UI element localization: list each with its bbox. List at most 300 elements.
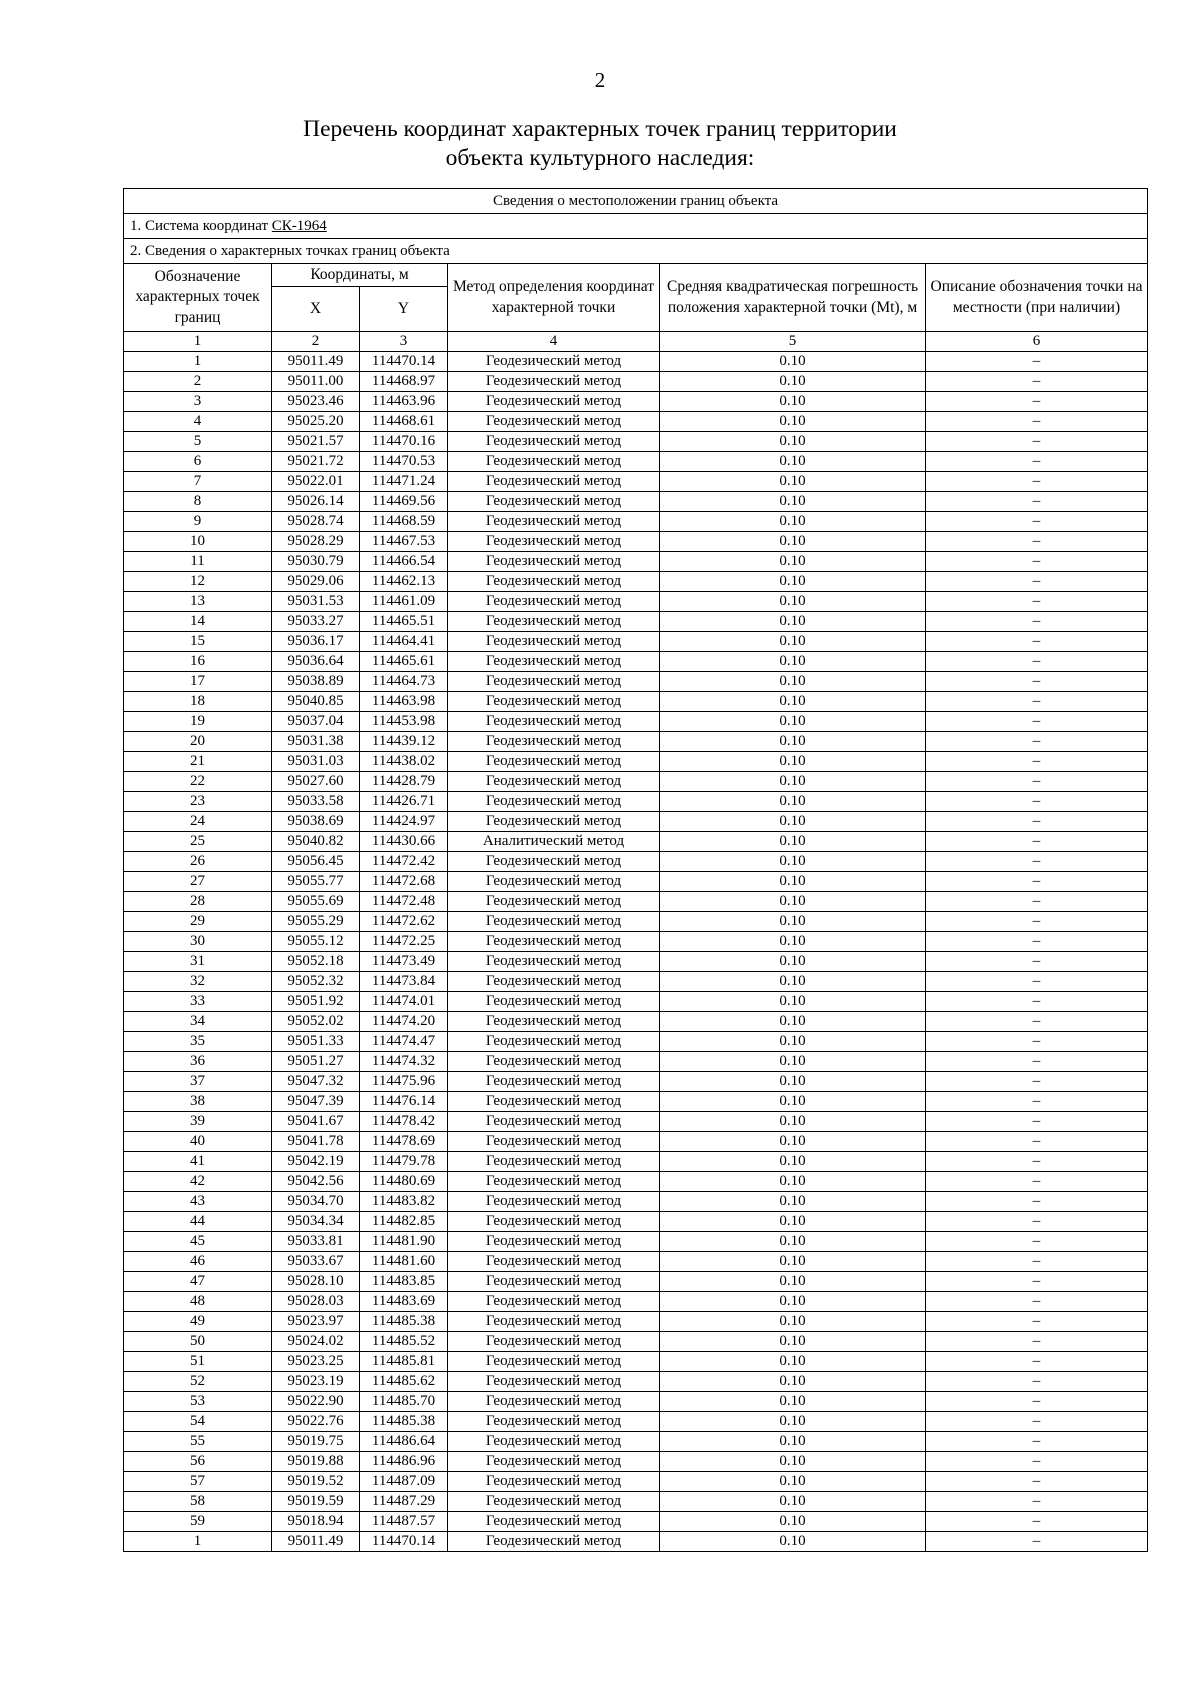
x-cell: 95055.12	[272, 932, 360, 952]
error-cell: 0.10	[660, 632, 926, 652]
method-cell: Геодезический метод	[448, 712, 660, 732]
y-cell: 114483.82	[360, 1192, 448, 1212]
table-row	[124, 1272, 1148, 1292]
error-cell: 0.10	[660, 832, 926, 852]
header-description: Описание обозначения точки на местности (при наличии)	[926, 264, 1148, 332]
method-cell: Геодезический метод	[448, 1372, 660, 1392]
error-cell: 0.10	[660, 792, 926, 812]
error-cell: 0.10	[660, 432, 926, 452]
point-id-cell: 16	[124, 652, 272, 672]
error-cell: 0.10	[660, 372, 926, 392]
y-cell: 114468.59	[360, 512, 448, 532]
x-cell: 95011.49	[272, 1532, 360, 1552]
error-cell: 0.10	[660, 1512, 926, 1532]
error-cell: 0.10	[660, 1352, 926, 1372]
y-cell: 114485.81	[360, 1352, 448, 1372]
description-cell: –	[926, 712, 1148, 732]
method-cell: Геодезический метод	[448, 1252, 660, 1272]
point-id-cell: 42	[124, 1172, 272, 1192]
x-cell: 95022.90	[272, 1392, 360, 1412]
y-cell: 114485.70	[360, 1392, 448, 1412]
method-cell: Геодезический метод	[448, 1272, 660, 1292]
error-cell: 0.10	[660, 952, 926, 972]
method-cell: Геодезический метод	[448, 652, 660, 672]
y-cell: 114438.02	[360, 752, 448, 772]
description-cell: –	[926, 1012, 1148, 1032]
table-row	[124, 992, 1148, 1012]
point-id-cell: 53	[124, 1392, 272, 1412]
description-cell: –	[926, 532, 1148, 552]
x-cell: 95042.56	[272, 1172, 360, 1192]
description-cell: –	[926, 1232, 1148, 1252]
method-cell: Геодезический метод	[448, 792, 660, 812]
table-row	[124, 352, 1148, 372]
description-cell: –	[926, 372, 1148, 392]
x-cell: 95040.85	[272, 692, 360, 712]
y-cell: 114471.24	[360, 472, 448, 492]
method-cell: Геодезический метод	[448, 1232, 660, 1252]
y-cell: 114486.96	[360, 1452, 448, 1472]
y-cell: 114485.52	[360, 1332, 448, 1352]
x-cell: 95025.20	[272, 412, 360, 432]
method-cell: Геодезический метод	[448, 592, 660, 612]
x-cell: 95026.14	[272, 492, 360, 512]
point-id-cell: 45	[124, 1232, 272, 1252]
point-id-cell: 4	[124, 412, 272, 432]
y-cell: 114474.47	[360, 1032, 448, 1052]
description-cell: –	[926, 412, 1148, 432]
point-id-cell: 17	[124, 672, 272, 692]
description-cell: –	[926, 672, 1148, 692]
table-row	[124, 1072, 1148, 1092]
point-id-cell: 37	[124, 1072, 272, 1092]
method-cell: Геодезический метод	[448, 1492, 660, 1512]
point-id-cell: 22	[124, 772, 272, 792]
error-cell: 0.10	[660, 1112, 926, 1132]
description-cell: –	[926, 1192, 1148, 1212]
error-cell: 0.10	[660, 1092, 926, 1112]
header-x: X	[272, 287, 360, 332]
y-cell: 114426.71	[360, 792, 448, 812]
description-cell: –	[926, 1072, 1148, 1092]
description-cell: –	[926, 1252, 1148, 1272]
method-cell: Геодезический метод	[448, 692, 660, 712]
point-id-cell: 9	[124, 512, 272, 532]
description-cell: –	[926, 1392, 1148, 1412]
table-row	[124, 812, 1148, 832]
method-cell: Геодезический метод	[448, 392, 660, 412]
method-cell: Геодезический метод	[448, 932, 660, 952]
point-id-cell: 46	[124, 1252, 272, 1272]
x-cell: 95023.19	[272, 1372, 360, 1392]
table-row	[124, 1032, 1148, 1052]
method-cell: Геодезический метод	[448, 732, 660, 752]
table-row	[124, 432, 1148, 452]
y-cell: 114483.69	[360, 1292, 448, 1312]
x-cell: 95022.01	[272, 472, 360, 492]
method-cell: Геодезический метод	[448, 1192, 660, 1212]
table-row	[124, 1472, 1148, 1492]
description-cell: –	[926, 972, 1148, 992]
point-id-cell: 58	[124, 1492, 272, 1512]
method-cell: Геодезический метод	[448, 1332, 660, 1352]
x-cell: 95038.69	[272, 812, 360, 832]
column-number: 6	[926, 332, 1148, 352]
table-row	[124, 372, 1148, 392]
description-cell: –	[926, 1352, 1148, 1372]
point-id-cell: 57	[124, 1472, 272, 1492]
point-id-cell: 34	[124, 1012, 272, 1032]
description-cell: –	[926, 552, 1148, 572]
error-cell: 0.10	[660, 1432, 926, 1452]
method-cell: Геодезический метод	[448, 912, 660, 932]
method-cell: Геодезический метод	[448, 1512, 660, 1532]
description-cell: –	[926, 1372, 1148, 1392]
method-cell: Геодезический метод	[448, 632, 660, 652]
error-cell: 0.10	[660, 1252, 926, 1272]
description-cell: –	[926, 1492, 1148, 1512]
point-id-cell: 47	[124, 1272, 272, 1292]
table-row	[124, 1012, 1148, 1032]
description-cell: –	[926, 732, 1148, 752]
y-cell: 114474.01	[360, 992, 448, 1012]
table-row	[124, 1132, 1148, 1152]
method-cell: Геодезический метод	[448, 672, 660, 692]
x-cell: 95023.46	[272, 392, 360, 412]
point-id-cell: 49	[124, 1312, 272, 1332]
table-row	[124, 872, 1148, 892]
method-cell: Геодезический метод	[448, 1092, 660, 1112]
description-cell: –	[926, 612, 1148, 632]
table-row	[124, 692, 1148, 712]
point-id-cell: 52	[124, 1372, 272, 1392]
description-cell: –	[926, 652, 1148, 672]
description-cell: –	[926, 492, 1148, 512]
point-id-cell: 33	[124, 992, 272, 1012]
y-cell: 114463.96	[360, 392, 448, 412]
table-row	[124, 592, 1148, 612]
method-cell: Геодезический метод	[448, 1172, 660, 1192]
y-cell: 114473.84	[360, 972, 448, 992]
description-cell: –	[926, 592, 1148, 612]
point-id-cell: 29	[124, 912, 272, 932]
point-id-cell: 50	[124, 1332, 272, 1352]
description-cell: –	[926, 1052, 1148, 1072]
y-cell: 114473.49	[360, 952, 448, 972]
table-row	[124, 1212, 1148, 1232]
error-cell: 0.10	[660, 1372, 926, 1392]
x-cell: 95011.00	[272, 372, 360, 392]
x-cell: 95028.03	[272, 1292, 360, 1312]
table-row	[124, 572, 1148, 592]
method-cell: Геодезический метод	[448, 1012, 660, 1032]
y-cell: 114485.62	[360, 1372, 448, 1392]
y-cell: 114428.79	[360, 772, 448, 792]
column-number: 4	[448, 332, 660, 352]
method-cell: Геодезический метод	[448, 1412, 660, 1432]
table-row	[124, 732, 1148, 752]
table-row	[124, 632, 1148, 652]
x-cell: 95028.10	[272, 1272, 360, 1292]
x-cell: 95033.27	[272, 612, 360, 632]
error-cell: 0.10	[660, 912, 926, 932]
point-id-cell: 5	[124, 432, 272, 452]
table-row	[124, 1232, 1148, 1252]
error-cell: 0.10	[660, 992, 926, 1012]
error-cell: 0.10	[660, 772, 926, 792]
x-cell: 95028.29	[272, 532, 360, 552]
table-row	[124, 1412, 1148, 1432]
y-cell: 114485.38	[360, 1312, 448, 1332]
table-row	[124, 1532, 1148, 1552]
error-cell: 0.10	[660, 592, 926, 612]
error-cell: 0.10	[660, 752, 926, 772]
point-id-cell: 59	[124, 1512, 272, 1532]
table-row	[124, 932, 1148, 952]
table-row	[124, 832, 1148, 852]
error-cell: 0.10	[660, 852, 926, 872]
table-row	[124, 1192, 1148, 1212]
table-row	[124, 1152, 1148, 1172]
method-cell: Геодезический метод	[448, 352, 660, 372]
table-row	[124, 852, 1148, 872]
method-cell: Геодезический метод	[448, 612, 660, 632]
y-cell: 114478.42	[360, 1112, 448, 1132]
column-number: 3	[360, 332, 448, 352]
description-cell: –	[926, 1032, 1148, 1052]
boundary-points-table-container	[123, 188, 1147, 1552]
table-row	[124, 1312, 1148, 1332]
table-row	[124, 1452, 1148, 1472]
error-cell: 0.10	[660, 512, 926, 532]
point-id-cell: 15	[124, 632, 272, 652]
y-cell: 114480.69	[360, 1172, 448, 1192]
point-id-cell: 6	[124, 452, 272, 472]
error-cell: 0.10	[660, 712, 926, 732]
x-cell: 95047.39	[272, 1092, 360, 1112]
point-id-cell: 18	[124, 692, 272, 712]
method-cell: Геодезический метод	[448, 1292, 660, 1312]
coordinate-system-value: СК-1964	[271, 217, 327, 234]
description-cell: –	[926, 1172, 1148, 1192]
description-cell: –	[926, 932, 1148, 952]
y-cell: 114469.56	[360, 492, 448, 512]
method-cell: Геодезический метод	[448, 512, 660, 532]
x-cell: 95052.18	[272, 952, 360, 972]
x-cell: 95040.82	[272, 832, 360, 852]
x-cell: 95019.75	[272, 1432, 360, 1452]
y-cell: 114470.53	[360, 452, 448, 472]
point-id-cell: 1	[124, 1532, 272, 1552]
error-cell: 0.10	[660, 1292, 926, 1312]
method-cell: Геодезический метод	[448, 552, 660, 572]
y-cell: 114439.12	[360, 732, 448, 752]
table-row	[124, 912, 1148, 932]
x-cell: 95023.25	[272, 1352, 360, 1372]
error-cell: 0.10	[660, 692, 926, 712]
table-row	[124, 392, 1148, 412]
point-id-cell: 23	[124, 792, 272, 812]
point-id-cell: 13	[124, 592, 272, 612]
y-cell: 114461.09	[360, 592, 448, 612]
point-id-cell: 1	[124, 352, 272, 372]
error-cell: 0.10	[660, 392, 926, 412]
error-cell: 0.10	[660, 532, 926, 552]
header-designation: Обозначение характерных точек границ	[124, 264, 272, 332]
error-cell: 0.10	[660, 1052, 926, 1072]
x-cell: 95055.69	[272, 892, 360, 912]
method-cell: Геодезический метод	[448, 1472, 660, 1492]
y-cell: 114472.42	[360, 852, 448, 872]
table-row	[124, 512, 1148, 532]
description-cell: –	[926, 992, 1148, 1012]
description-cell: –	[926, 952, 1148, 972]
description-cell: –	[926, 1212, 1148, 1232]
x-cell: 95051.33	[272, 1032, 360, 1052]
method-cell: Геодезический метод	[448, 452, 660, 472]
column-number: 2	[272, 332, 360, 352]
x-cell: 95031.38	[272, 732, 360, 752]
x-cell: 95031.53	[272, 592, 360, 612]
y-cell: 114470.14	[360, 352, 448, 372]
error-cell: 0.10	[660, 1072, 926, 1092]
table-row	[124, 1372, 1148, 1392]
y-cell: 114485.38	[360, 1412, 448, 1432]
description-cell: –	[926, 852, 1148, 872]
description-cell: –	[926, 1132, 1148, 1152]
points-section-label: 2. Сведения о характерных точках границ объекта	[124, 239, 1148, 264]
description-cell: –	[926, 1472, 1148, 1492]
table-row	[124, 1092, 1148, 1112]
description-cell: –	[926, 872, 1148, 892]
method-cell: Геодезический метод	[448, 1352, 660, 1372]
x-cell: 95034.34	[272, 1212, 360, 1232]
x-cell: 95028.74	[272, 512, 360, 532]
y-cell: 114468.97	[360, 372, 448, 392]
description-cell: –	[926, 1152, 1148, 1172]
method-cell: Геодезический метод	[448, 992, 660, 1012]
method-cell: Геодезический метод	[448, 1032, 660, 1052]
x-cell: 95036.17	[272, 632, 360, 652]
table-row	[124, 1172, 1148, 1192]
x-cell: 95030.79	[272, 552, 360, 572]
method-cell: Геодезический метод	[448, 852, 660, 872]
error-cell: 0.10	[660, 932, 926, 952]
error-cell: 0.10	[660, 1532, 926, 1552]
description-cell: –	[926, 432, 1148, 452]
point-id-cell: 25	[124, 832, 272, 852]
error-cell: 0.10	[660, 1172, 926, 1192]
table-row	[124, 612, 1148, 632]
x-cell: 95036.64	[272, 652, 360, 672]
point-id-cell: 8	[124, 492, 272, 512]
description-cell: –	[926, 1312, 1148, 1332]
x-cell: 95024.02	[272, 1332, 360, 1352]
table-row	[124, 452, 1148, 472]
table-body	[124, 352, 1148, 1552]
header-method: Метод определения координат характерной точки	[448, 264, 660, 332]
point-id-cell: 2	[124, 372, 272, 392]
description-cell: –	[926, 512, 1148, 532]
error-cell: 0.10	[660, 892, 926, 912]
x-cell: 95019.52	[272, 1472, 360, 1492]
y-cell: 114483.85	[360, 1272, 448, 1292]
y-cell: 114472.48	[360, 892, 448, 912]
error-cell: 0.10	[660, 1312, 926, 1332]
error-cell: 0.10	[660, 1192, 926, 1212]
y-cell: 114468.61	[360, 412, 448, 432]
x-cell: 95034.70	[272, 1192, 360, 1212]
y-cell: 114487.57	[360, 1512, 448, 1532]
x-cell: 95037.04	[272, 712, 360, 732]
description-cell: –	[926, 752, 1148, 772]
point-id-cell: 10	[124, 532, 272, 552]
point-id-cell: 28	[124, 892, 272, 912]
point-id-cell: 26	[124, 852, 272, 872]
x-cell: 95056.45	[272, 852, 360, 872]
title-line-2: объекта культурного наследия:	[445, 145, 755, 171]
boundary-points-table	[123, 188, 1148, 1552]
description-cell: –	[926, 1532, 1148, 1552]
error-cell: 0.10	[660, 1492, 926, 1512]
description-cell: –	[926, 572, 1148, 592]
y-cell: 114487.29	[360, 1492, 448, 1512]
coordinate-system-row	[124, 214, 1148, 239]
method-cell: Геодезический метод	[448, 1052, 660, 1072]
error-cell: 0.10	[660, 672, 926, 692]
method-cell: Геодезический метод	[448, 1112, 660, 1132]
x-cell: 95021.72	[272, 452, 360, 472]
method-cell: Геодезический метод	[448, 1312, 660, 1332]
table-row	[124, 892, 1148, 912]
description-cell: –	[926, 1292, 1148, 1312]
y-cell: 114463.98	[360, 692, 448, 712]
y-cell: 114481.90	[360, 1232, 448, 1252]
point-id-cell: 20	[124, 732, 272, 752]
table-row	[124, 1112, 1148, 1132]
point-id-cell: 24	[124, 812, 272, 832]
x-cell: 95047.32	[272, 1072, 360, 1092]
x-cell: 95055.77	[272, 872, 360, 892]
y-cell: 114464.41	[360, 632, 448, 652]
error-cell: 0.10	[660, 812, 926, 832]
error-cell: 0.10	[660, 1392, 926, 1412]
description-cell: –	[926, 632, 1148, 652]
method-cell: Геодезический метод	[448, 1152, 660, 1172]
y-cell: 114465.51	[360, 612, 448, 632]
description-cell: –	[926, 892, 1148, 912]
point-id-cell: 30	[124, 932, 272, 952]
table-row	[124, 1352, 1148, 1372]
description-cell: –	[926, 772, 1148, 792]
error-cell: 0.10	[660, 1012, 926, 1032]
description-cell: –	[926, 912, 1148, 932]
x-cell: 95033.67	[272, 1252, 360, 1272]
error-cell: 0.10	[660, 572, 926, 592]
error-cell: 0.10	[660, 872, 926, 892]
table-row	[124, 1052, 1148, 1072]
y-cell: 114462.13	[360, 572, 448, 592]
description-cell: –	[926, 1432, 1148, 1452]
error-cell: 0.10	[660, 1452, 926, 1472]
point-id-cell: 12	[124, 572, 272, 592]
header-y: Y	[360, 287, 448, 332]
y-cell: 114474.32	[360, 1052, 448, 1072]
y-cell: 114486.64	[360, 1432, 448, 1452]
description-cell: –	[926, 352, 1148, 372]
x-cell: 95042.19	[272, 1152, 360, 1172]
point-id-cell: 48	[124, 1292, 272, 1312]
